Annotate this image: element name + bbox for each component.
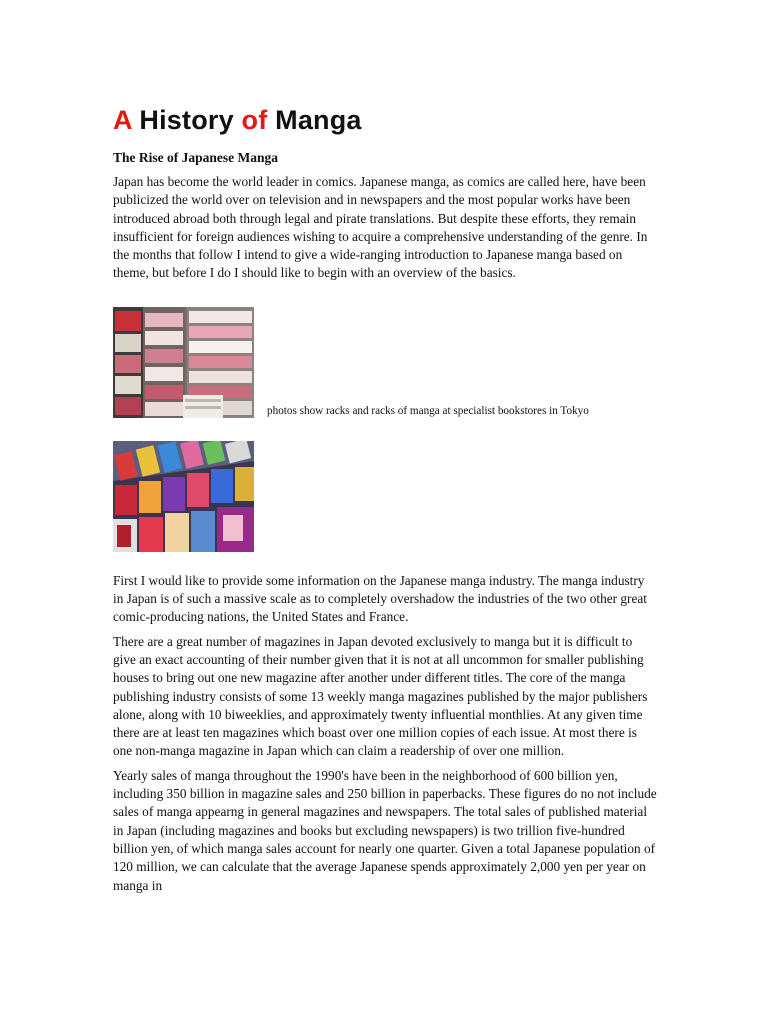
bookstore-shelves-photo bbox=[113, 307, 254, 418]
document-page bbox=[113, 103, 658, 901]
title-word-of: of bbox=[241, 105, 268, 135]
title-word-a: A bbox=[113, 105, 132, 135]
photo-caption: photos show racks and racks of manga at specialist bookstores in Tokyo bbox=[267, 404, 589, 417]
title-word-manga: Manga bbox=[267, 105, 362, 135]
page-title bbox=[113, 103, 658, 137]
title-word-history: History bbox=[131, 105, 242, 135]
section-subtitle: The Rise of Japanese Manga bbox=[113, 150, 278, 165]
figure-row bbox=[113, 307, 658, 418]
second-photo-wrap bbox=[113, 441, 658, 552]
body-section bbox=[113, 572, 658, 895]
intro-paragraph: Japan has become the world leader in comics. Japanese manga, as comics are called here, have been publicized the world over on television and in newspapers and the most popular works have been introduced abroad both through legal and pirate translations. But despite these efforts, they remain insufficient for foreign audiences wishing to acquire a comprehensive understanding of the genre. In the months that follow I intend to give a wide-ranging introduction to Japanese manga based on theme, but before I do I should like to begin with an overview of the basics. bbox=[113, 174, 648, 281]
body-paragraph-3: Yearly sales of manga throughout the 1990's have been in the neighborhood of 600 billion yen, including 350 billion in magazine sales and 250 billion in paperbacks. These figures do no not include sales of manga appearng in general magazines and newspapers. The total sales of published material in Japan (including magazines and books but excluding newspapers) is two trillion five-hundred billion yen, of which manga sales account for nearly one quarter. Given a total Japanese population of 120 million, we can calculate that the average Japanese spends approximately 2,000 yen per year on manga in bbox=[113, 767, 657, 893]
body-paragraph-2: There are a great number of magazines in Japan devoted exclusively to manga but it is difficult to give an exact accounting of their number given that it is not at all uncommon for smaller publishing houses to bring out one new magazine after another under different titles. The core of the manga publishing industry consists of some 13 weekly manga magazines published by the major publishers alone, along with 10 biweeklies, and approximately twenty influential monthlies. At any given time there are at least ten magazines which boast over one million copies of each issue. At most there is one non-manga magazine in Japan which can claim a readership of over one million. bbox=[113, 633, 648, 759]
body-paragraph-1: First I would like to provide some information on the Japanese manga industry. The manga industry in Japan is of such a massive scale as to completely overshadow the industries of the two other great comic-producing nations, the United States and France. bbox=[113, 572, 647, 625]
manga-covers-photo bbox=[113, 441, 254, 552]
